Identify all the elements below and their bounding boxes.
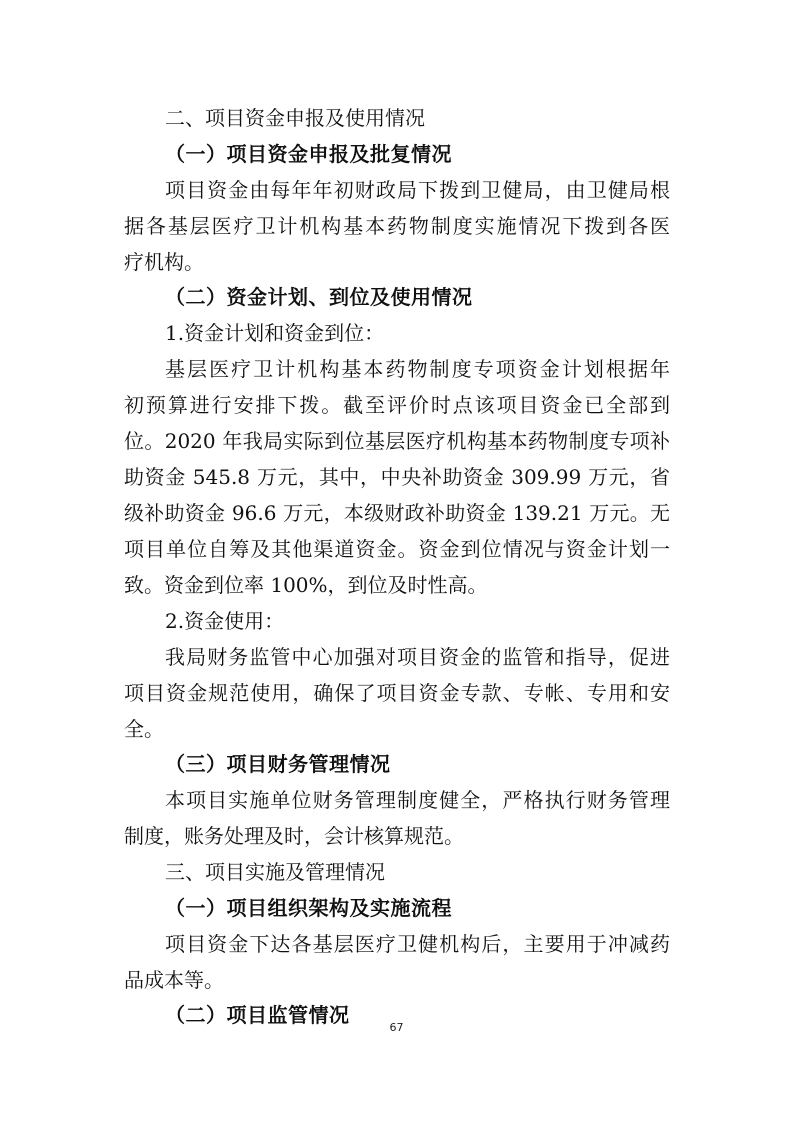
heading-3-1: （一）项目组织架构及实施流程 [165, 896, 452, 920]
paragraph-line: 项目资金由每年年初财政局下拨到卫健局，由卫健局根 [165, 178, 670, 202]
paragraph-line: 本项目实施单位财务管理制度健全，严格执行财务管理 [165, 788, 670, 812]
section-2-title: 二、项目资金申报及使用情况 [165, 106, 425, 130]
paragraph-line: 初预算进行安排下拨。截至评价时点该项目资金已全部到 [124, 393, 670, 417]
paragraph-line: 疗机构。 [124, 250, 204, 274]
paragraph-line: 基层医疗卫计机构基本药物制度专项资金计划根据年 [165, 357, 670, 381]
paragraph-line: 我局财务监管中心加强对项目资金的监管和指导，促进 [165, 645, 670, 669]
subheading-2: 2.资金使用： [165, 609, 285, 633]
paragraph-line: 级补助资金 96.6 万元，本级财政补助资金 139.21 万元。无 [124, 501, 670, 525]
paragraph-line: 位。2020 年我局实际到位基层医疗机构基本药物制度专项补 [124, 429, 670, 453]
paragraph-line: 项目单位自筹及其他渠道资金。资金到位情况与资金计划一 [124, 537, 670, 561]
heading-3-2: （二）项目监管情况 [165, 1003, 350, 1027]
paragraph-line: 项目资金下达各基层医疗卫健机构后，主要用于冲减药 [165, 932, 670, 956]
page-number: 67 [389, 1021, 404, 1034]
heading-2-1: （一）项目资金申报及批复情况 [165, 142, 452, 166]
paragraph-line: 致。资金到位率 100%，到位及时性高。 [124, 573, 488, 597]
paragraph-line: 助资金 545.8 万元，其中，中央补助资金 309.99 万元，省 [124, 465, 670, 489]
subheading-1: 1.资金计划和资金到位： [165, 321, 385, 345]
paragraph-line: 据各基层医疗卫计机构基本药物制度实施情况下拨到各医 [124, 214, 670, 238]
heading-2-2: （二）资金计划、到位及使用情况 [165, 285, 473, 309]
heading-2-3: （三）项目财务管理情况 [165, 752, 391, 776]
paragraph-line: 制度，账务处理及时，会计核算规范。 [124, 824, 464, 848]
paragraph-line: 项目资金规范使用，确保了项目资金专款、专帐、专用和安 [124, 681, 670, 705]
paragraph-line: 全。 [124, 717, 164, 741]
section-3-title: 三、项目实施及管理情况 [165, 860, 385, 884]
paragraph-line: 品成本等。 [124, 968, 224, 992]
